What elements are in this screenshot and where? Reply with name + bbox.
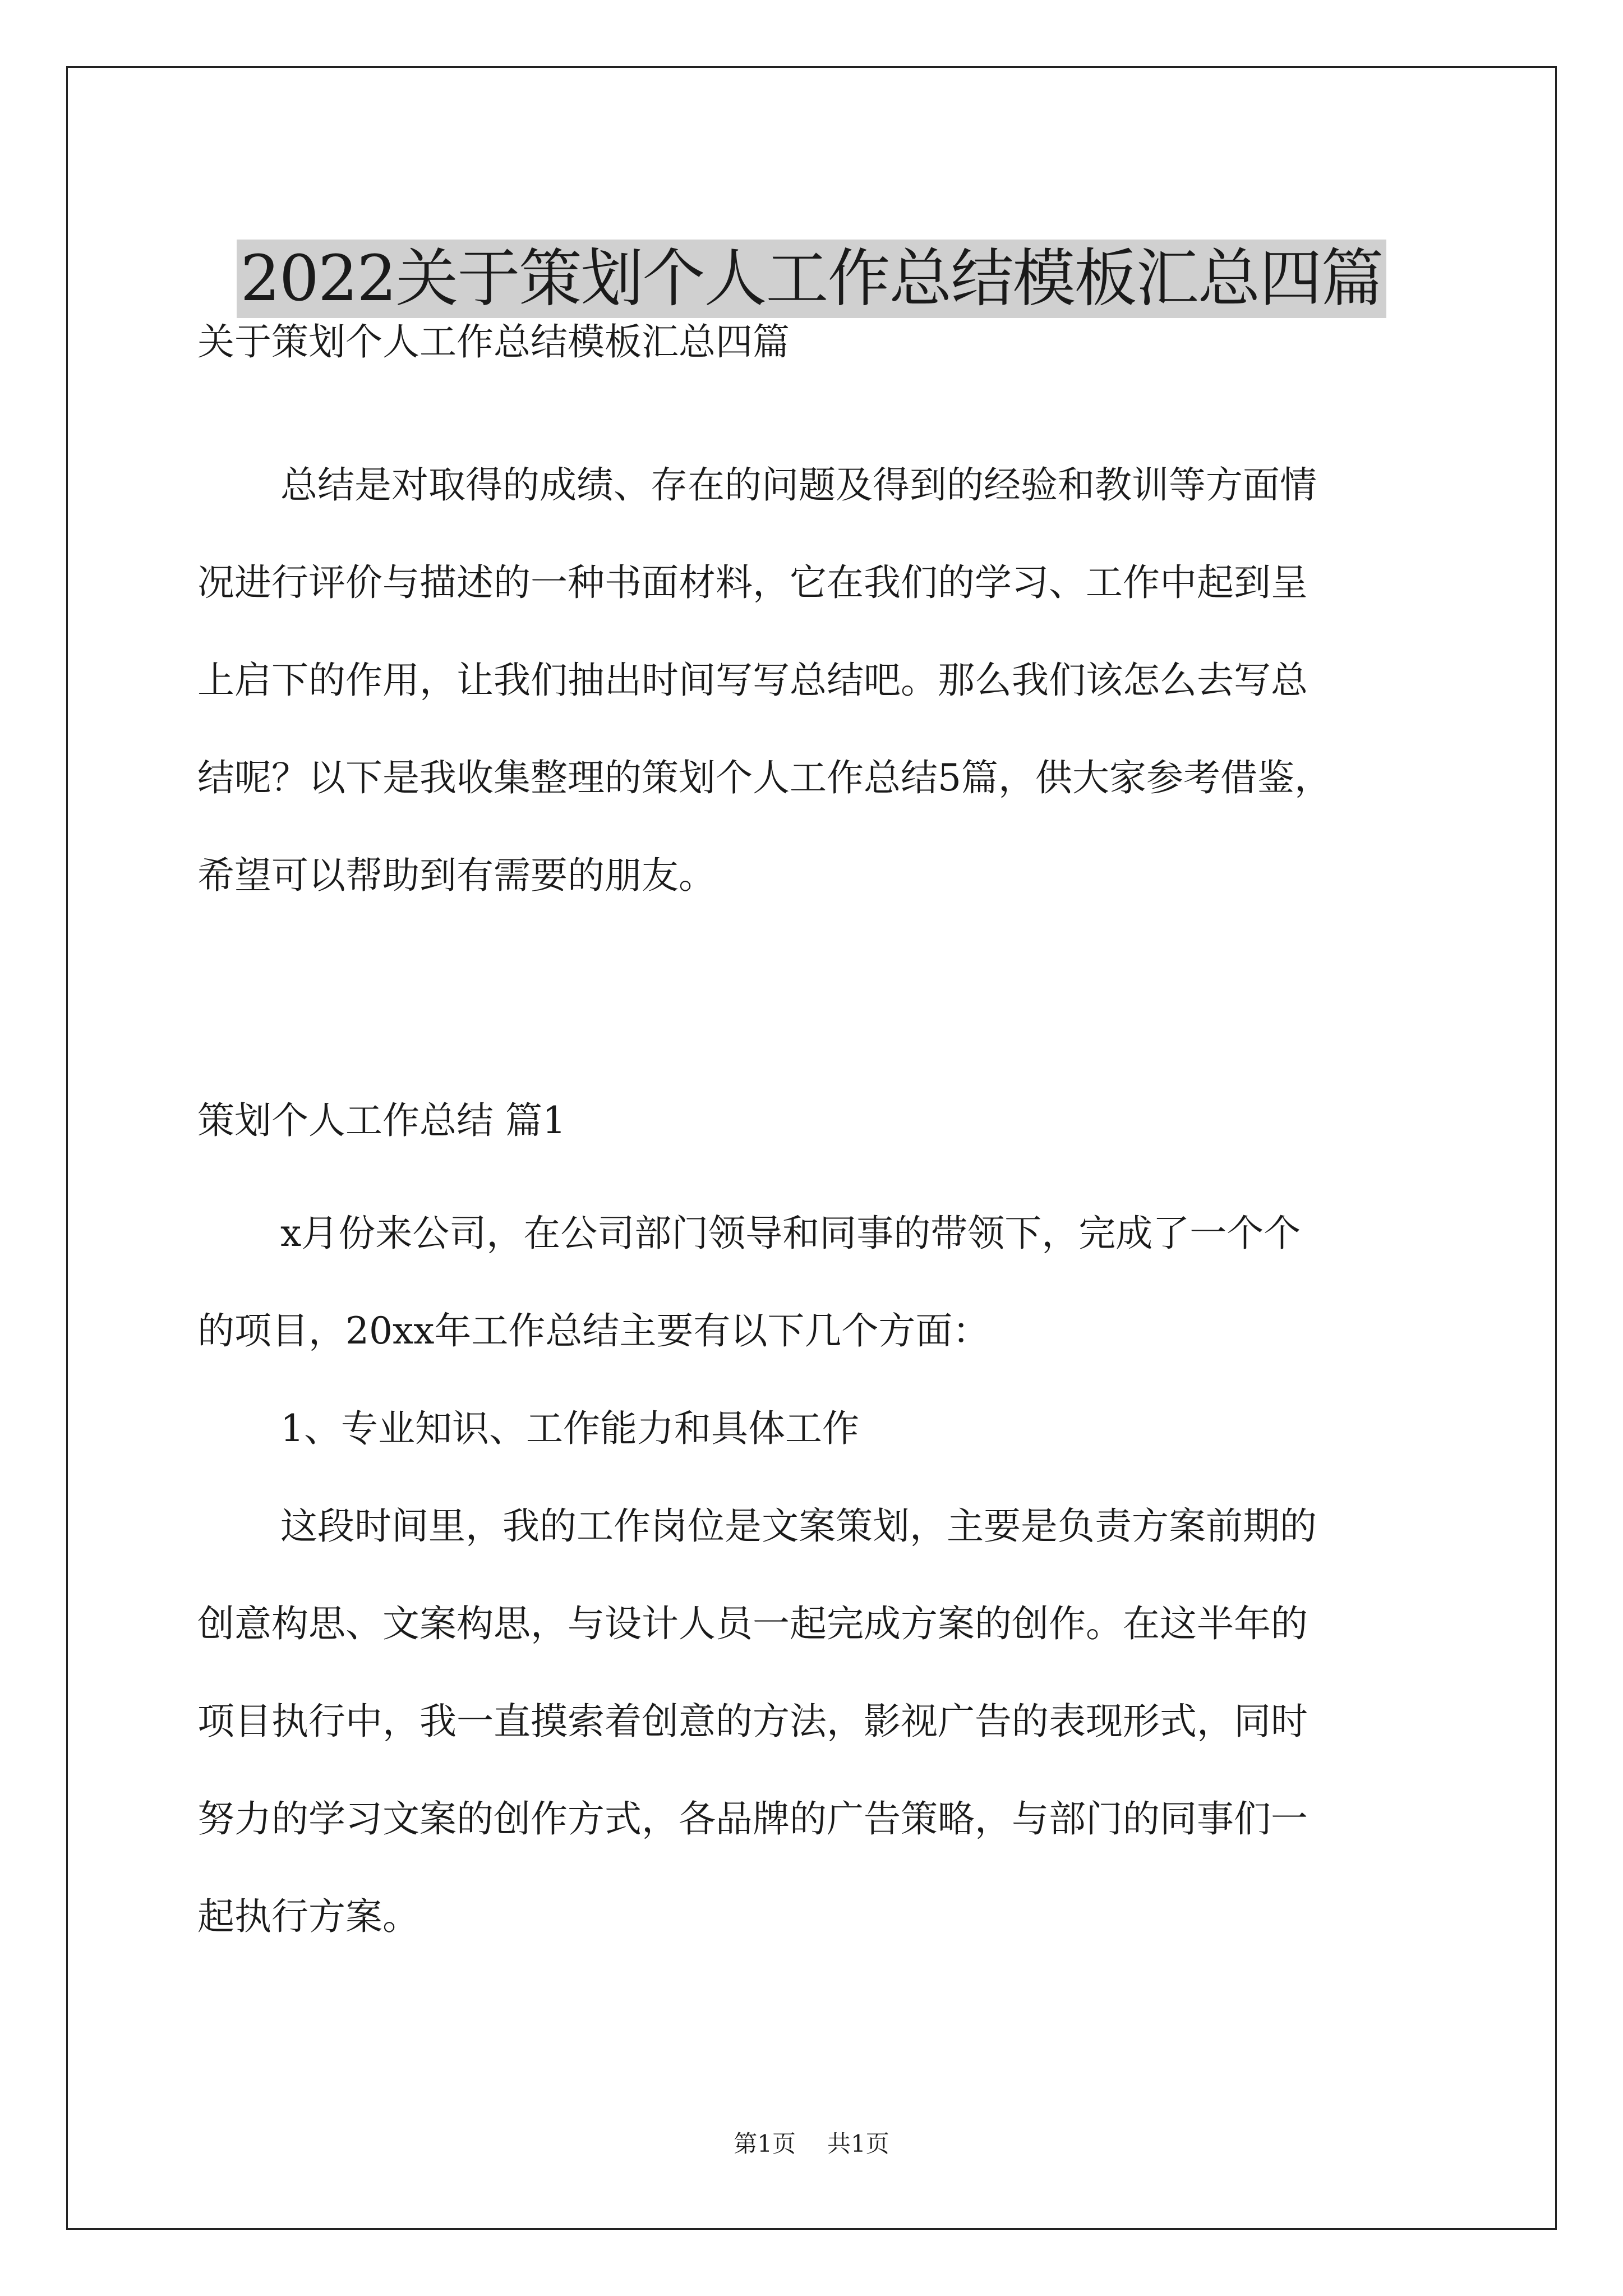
intro-line: 结呢？以下是我收集整理的策划个人工作总结5篇，供大家参考借鉴，: [197, 756, 1331, 799]
section-line: 项目执行中，我一直摸索着创意的方法，影视广告的表现形式，同时: [197, 1700, 1308, 1743]
intro-line: 希望可以帮助到有需要的朋友。: [197, 854, 716, 897]
section-line: x月份来公司，在公司部门领导和同事的带领下，完成了一个个: [280, 1212, 1301, 1255]
section-line: 创意构思、文案构思，与设计人员一起完成方案的创作。在这半年的: [197, 1602, 1308, 1645]
document-title: 2022关于策划个人工作总结模板汇总四篇: [237, 240, 1386, 318]
intro-paragraph: [197, 436, 1454, 924]
section-line: 起执行方案。: [197, 1895, 419, 1938]
page-footer: [0, 2127, 1623, 2161]
document-subtitle: 关于策划个人工作总结模板汇总四篇: [197, 320, 790, 364]
section-line: 的项目，20xx年工作总结主要有以下几个方面：: [197, 1309, 990, 1352]
intro-line: 况进行评价与描述的一种书面材料，它在我们的学习、工作中起到呈: [197, 561, 1308, 604]
section-heading: 策划个人工作总结 篇1: [197, 1099, 566, 1142]
intro-line: 上启下的作用，让我们抽出时间写写总结吧。那么我们该怎么去写总: [197, 659, 1308, 702]
page-number: 第1页: [734, 2130, 796, 2157]
section-body: [197, 1185, 1454, 1966]
intro-line: 总结是对取得的成绩、存在的问题及得到的经验和教训等方面情: [280, 463, 1317, 507]
section-line: 这段时间里，我的工作岗位是文案策划，主要是负责方案前期的: [280, 1504, 1317, 1548]
section-line: 努力的学习文案的创作方式，各品牌的广告策略，与部门的同事们一: [197, 1797, 1308, 1841]
page-total: 共1页: [827, 2130, 889, 2157]
section-line: 1、专业知识、工作能力和具体工作: [280, 1407, 859, 1450]
